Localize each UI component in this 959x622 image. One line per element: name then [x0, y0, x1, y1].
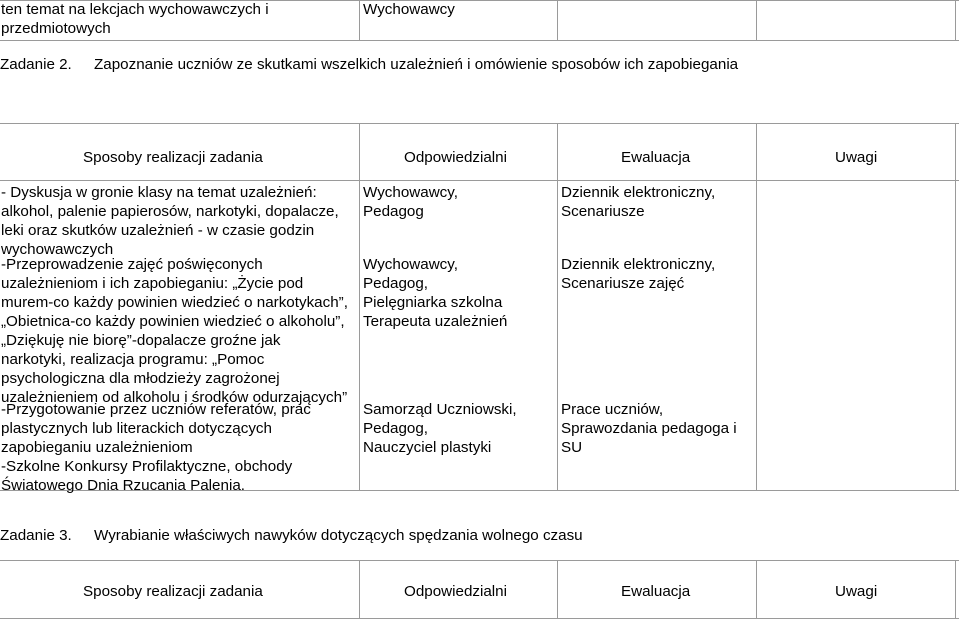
- column-divider: [557, 123, 558, 491]
- task3-number: Zadanie 3.: [0, 527, 72, 544]
- header-methods: Sposoby realizacji zadania: [83, 583, 263, 600]
- column-divider: [557, 0, 558, 41]
- table-border: [0, 40, 959, 41]
- column-divider: [756, 560, 757, 619]
- table-border: [0, 560, 959, 561]
- header-methods: Sposoby realizacji zadania: [83, 149, 263, 166]
- evaluation-cell: Prace uczniów, Sprawozdania pedagoga i SU: [561, 401, 737, 456]
- responsible-cell: Wychowawcy, Pedagog, Pielęgniarka szkolna Terapeuta uzależnień: [363, 256, 508, 330]
- column-divider: [359, 0, 360, 41]
- responsible-cell: Samorząd Uczniowski, Pedagog, Nauczyciel plastyki: [363, 401, 517, 456]
- column-divider: [756, 123, 757, 491]
- table-border: [0, 618, 959, 619]
- header-notes: Uwagi: [835, 583, 878, 600]
- task2-title: Zapoznanie uczniów ze skutkami wszelkich uzależnień i omówienie sposobów ich zapobiegania: [94, 56, 739, 73]
- column-divider: [359, 560, 360, 619]
- header-notes: Uwagi: [835, 149, 878, 166]
- task2-number: Zadanie 2.: [0, 56, 72, 73]
- method-cell: -Przeprowadzenie zajęć poświęconych uzależnieniom i ich zapobieganiu: „Życie pod murem-co każdy powinien wiedzieć o narkotykach”, „Obietnica-co każdy powinien wiedzieć o alkoholu”, „Dziękuję nie biorę”-dopalacze groźne jak narkotyki, realizacja programu: „Pomoc psychologiczna dla młodzieży zagrożonej uzależnieniem od alkoholu i środków odurzających”: [1, 256, 348, 406]
- method-cell: - Dyskusja w gronie klasy na temat uzależnień: alkohol, palenie papierosów, narkotyki, dopalacze, leki oraz skutków uzależnień - w czasie godzin wychowawczych: [1, 184, 339, 258]
- header-evaluation: Ewaluacja: [621, 149, 691, 166]
- table-border: [0, 180, 959, 181]
- topic-cell: ten temat na lekcjach wychowawczych i przedmiotowych: [1, 1, 269, 37]
- responsible-cell: Wychowawcy: [363, 1, 455, 18]
- task3-title: Wyrabianie właściwych nawyków dotyczących spędzania wolnego czasu: [94, 527, 583, 544]
- header-responsible: Odpowiedzialni: [404, 149, 507, 166]
- column-divider: [557, 560, 558, 619]
- header-responsible: Odpowiedzialni: [404, 583, 507, 600]
- column-divider: [359, 123, 360, 491]
- evaluation-cell: Dziennik elektroniczny, Scenariusze: [561, 184, 716, 220]
- header-evaluation: Ewaluacja: [621, 583, 691, 600]
- column-divider: [756, 0, 757, 41]
- responsible-cell: Wychowawcy, Pedagog: [363, 184, 458, 220]
- table-border: [0, 123, 959, 124]
- column-divider: [955, 0, 956, 41]
- evaluation-cell: Dziennik elektroniczny, Scenariusze zajęć: [561, 256, 716, 292]
- method-cell: -Przygotowanie przez uczniów referatów, prac plastycznych lub literackich dotyczących zapobieganiu uzależnieniom -Szkolne Konkursy Profilaktyczne, obchody Światowego Dnia Rzucania Palenia.: [1, 401, 311, 494]
- column-divider: [955, 560, 956, 619]
- column-divider: [955, 123, 956, 491]
